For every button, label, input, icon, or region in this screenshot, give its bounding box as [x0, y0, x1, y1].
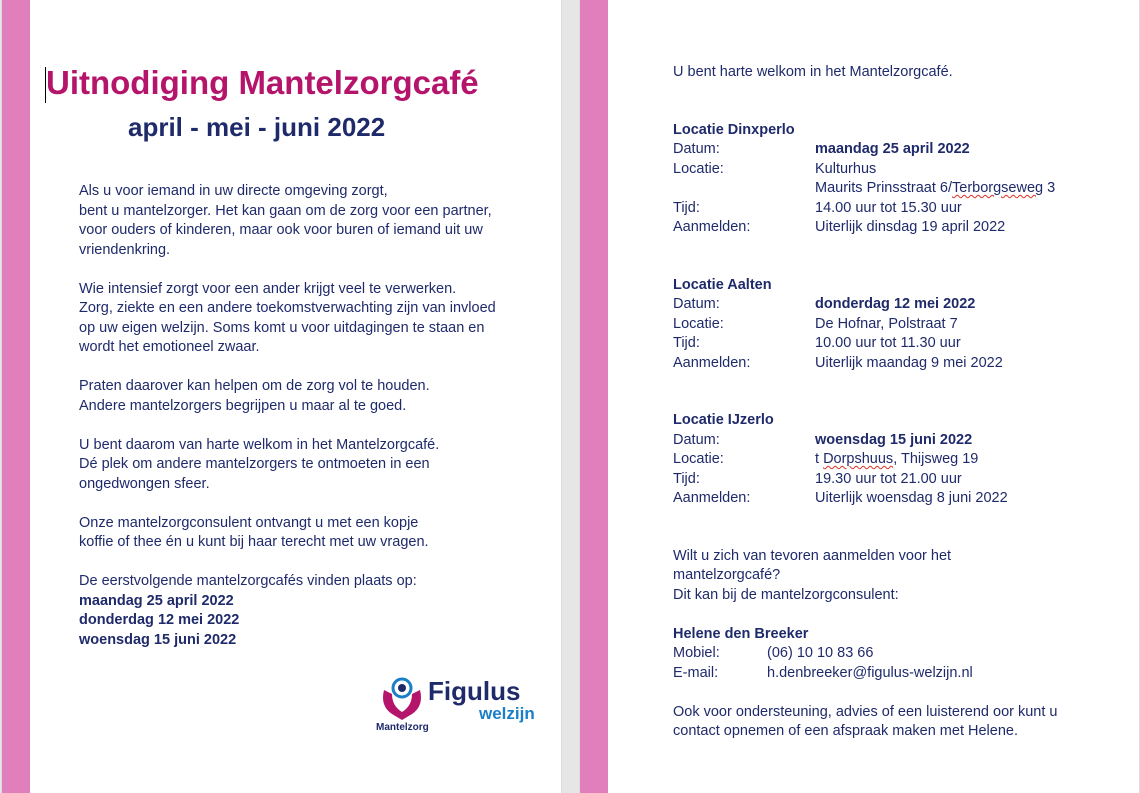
text-line: op uw eigen welzijn. Soms komt u voor uitdagingen te staan en — [79, 319, 485, 336]
page-margin-stripe — [2, 0, 30, 793]
text-line: Wilt u zich van tevoren aanmelden voor het — [673, 547, 952, 564]
text-line: vriendenkring. — [79, 241, 171, 258]
field-label: Locatie: — [673, 160, 724, 177]
document-title[interactable]: Uitnodiging Mantelzorgcafé — [46, 64, 479, 101]
date-item: woensdag 15 juni 2022 — [79, 631, 237, 648]
logo-sub: welzijn — [479, 704, 535, 723]
location-block — [673, 121, 1113, 238]
closing-text — [673, 703, 1113, 742]
field-label: Aanmelden: — [673, 490, 751, 506]
text-line: ongedwongen sfeer. — [79, 475, 210, 492]
field-label: Datum: — [673, 141, 720, 157]
field-value: Uiterlijk maandag 9 mei 2022 — [815, 354, 1003, 371]
field-label: Tijd: — [673, 335, 700, 351]
field-label: Datum: — [673, 431, 720, 448]
text-line: Andere mantelzorgers begrijpen u maar al te goed. — [79, 397, 407, 414]
page-right — [580, 0, 1139, 793]
details-text[interactable] — [673, 63, 1113, 742]
logo-word: Figulus — [428, 676, 521, 706]
field-value: De Hofnar, Polstraat 7 — [815, 315, 958, 332]
field-value: t Dorpshuus, Thijsweg 19 — [815, 451, 979, 467]
paragraph — [79, 182, 539, 260]
field-label: Tijd: — [673, 470, 700, 487]
date-item: donderdag 12 mei 2022 — [79, 612, 240, 628]
field-label: E-mail: — [673, 664, 719, 681]
location-heading: Locatie Dinxperlo — [673, 121, 795, 138]
paragraph — [79, 514, 539, 553]
field-label: Aanmelden: — [673, 354, 751, 371]
paragraph — [79, 436, 539, 495]
text-line: voor ouders of kinderen, maar ook voor buren of iemand uit uw — [79, 222, 483, 238]
text-line: Wie intensief zorgt voor een ander krijgt veel te verwerken. — [79, 280, 457, 297]
phone-number: (06) 10 10 83 66 — [767, 645, 874, 661]
text-line: Dit kan bij de mantelzorgconsulent: — [673, 586, 899, 603]
text-line: Praten daarover kan helpen om de zorg vol te houden. — [79, 378, 430, 394]
hands-heart-icon — [378, 676, 430, 724]
location-heading: Locatie Aalten — [673, 276, 772, 293]
dates-list — [79, 572, 539, 650]
text-line: mantelzorgcafé? — [673, 567, 781, 583]
date-item: maandag 25 april 2022 — [79, 592, 234, 609]
text-line: wordt het emotioneel zwaar. — [79, 339, 260, 355]
field-label: Locatie: — [673, 315, 724, 332]
intro-text[interactable] — [79, 182, 539, 650]
welcome-line: U bent harte welkom in het Mantelzorgcafé. — [673, 64, 953, 80]
text-line: Onze mantelzorgconsulent ontvangt u met een kopje — [79, 514, 419, 531]
text-line: Dé plek om andere mantelzorgers te ontmoeten in een — [79, 456, 430, 472]
text-line: Als u voor iemand in uw directe omgeving zorgt, — [79, 183, 388, 199]
dates-intro: De eerstvolgende mantelzorgcafés vinden plaats op: — [79, 573, 417, 589]
text-line: koffie of thee én u kunt bij haar terecht met uw vragen. — [79, 534, 429, 550]
email-address: h.denbreeker@figulus-welzijn.nl — [767, 664, 973, 681]
text-line: contact opnemen of een afspraak maken met Helene. — [673, 723, 1018, 739]
field-value: 19.30 uur tot 21.00 uur — [815, 470, 962, 487]
field-label: Mobiel: — [673, 645, 720, 661]
logo-tag: Mantelzorg — [376, 722, 429, 733]
location-heading: Locatie IJzerlo — [673, 412, 774, 428]
text-line: bent u mantelzorger. Het kan gaan om de zorg voor een partner, — [79, 202, 492, 219]
contact-name: Helene den Breeker — [673, 625, 809, 642]
register-info — [673, 547, 1113, 606]
text-line: U bent daarom van harte welkom in het Mantelzorgcafé. — [79, 436, 440, 453]
field-label: Aanmelden: — [673, 219, 751, 235]
paragraph — [79, 280, 539, 358]
page-left — [2, 0, 561, 793]
field-value: maandag 25 april 2022 — [815, 141, 970, 157]
field-value: Uiterlijk dinsdag 19 april 2022 — [815, 219, 1006, 235]
figulus-logo — [376, 676, 536, 738]
field-label: Locatie: — [673, 451, 724, 467]
field-value: 10.00 uur tot 11.30 uur — [815, 335, 961, 351]
field-value: 14.00 uur tot 15.30 uur — [815, 199, 962, 216]
text-line: Ook voor ondersteuning, advies of een luisterend oor kunt u — [673, 703, 1058, 720]
field-value: donderdag 12 mei 2022 — [815, 296, 976, 312]
paragraph — [79, 377, 539, 416]
field-value: Kulturhus — [815, 160, 877, 177]
page-margin-stripe — [580, 0, 608, 793]
document-subtitle[interactable]: april - mei - juni 2022 — [128, 112, 386, 142]
location-block — [673, 411, 1113, 509]
location-block — [673, 276, 1113, 374]
field-value: Uiterlijk woensdag 8 juni 2022 — [815, 490, 1008, 506]
field-value: Maurits Prinsstraat 6/Terborgseweg 3 — [815, 180, 1056, 196]
text-line: Zorg, ziekte en een andere toekomstverwachting zijn van invloed — [79, 300, 496, 316]
contact-block — [673, 625, 1113, 684]
field-label: Tijd: — [673, 199, 700, 216]
field-value: woensdag 15 juni 2022 — [815, 431, 973, 448]
field-label: Datum: — [673, 296, 720, 312]
